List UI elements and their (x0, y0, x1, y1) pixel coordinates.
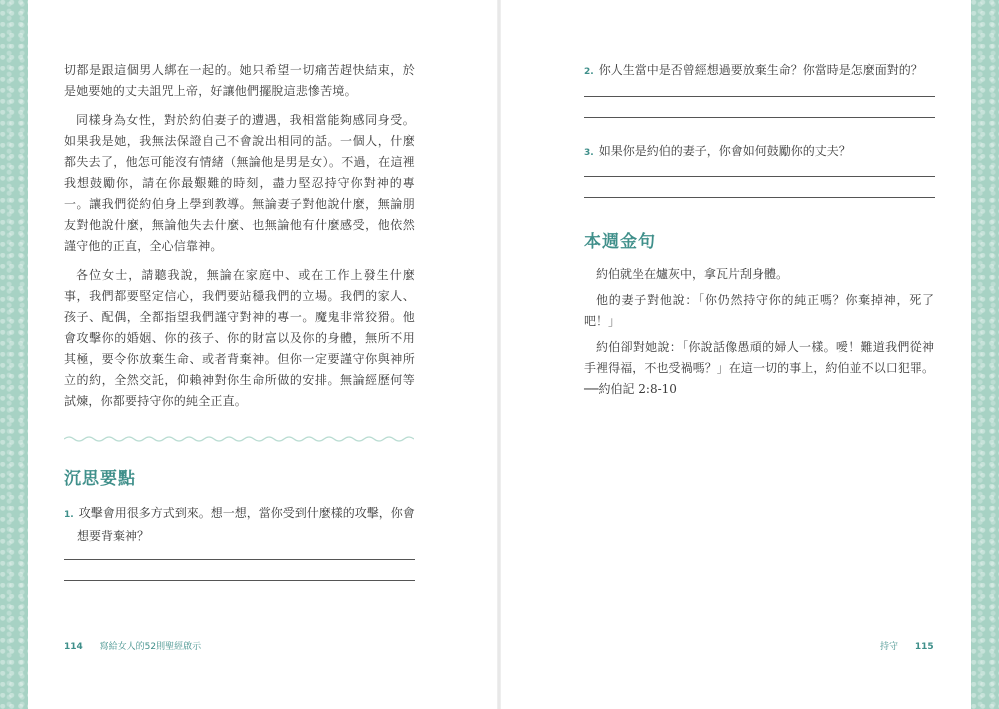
paragraph-3: 各位女士，請聽我說，無論在家庭中、或在工作上發生什麼事，我們都要堅定信心，我們要站穩我們的立場。我們的家人、孩子、配偶，全都指望我們謹守對神的專一。魔鬼非常狡猾。他會攻擊你的婚姻、你的孩子、你的財富以及你的身體，無所不用其極，要令你放棄生命、或者背棄神。但你一定要謹守你與神所立的約，全然交託，仰賴神對你生命所做的安排。無論經歷何等試煉，你都要持守你的純全正直。 (64, 268, 415, 408)
wave-divider (64, 434, 414, 444)
verse-heading: 本週金句 (584, 232, 656, 252)
question-1-text-line2: 想要背棄神？ (77, 529, 150, 543)
question-3-text: 如果你是約伯的妻子，你會如何鼓勵你的丈夫？ (598, 144, 851, 158)
reflection-heading: 沉思要點 (64, 469, 136, 489)
verse-line-2: 他的妻子對他說：「你仍然持守你的純正嗎？你棄掉神，死了吧！」 (584, 293, 934, 328)
verse-line-1: 約伯就坐在爐灰中，拿瓦片刮身體。 (596, 267, 789, 281)
question-2-number: 2. (584, 67, 594, 77)
answer-line-2b (584, 117, 935, 118)
question-2-text: 你人生當中是否曾經想過要放棄生命？你當時是怎麼面對的？ (598, 63, 923, 77)
left-book-title: 寫給女人的52則聖經啟示 (99, 642, 202, 652)
answer-line-3a (584, 176, 935, 177)
page-border-left (0, 0, 28, 709)
answer-line-1a (64, 559, 415, 560)
left-footer (64, 639, 201, 652)
paragraph-1: 切都是跟這個男人綁在一起的。她只希望一切痛苦趕快結束，於是她要她的丈夫詛咒上帝，好讓他們擺脫這悲慘苦境。 (64, 63, 415, 98)
question-1-text-line1: 攻擊會用很多方式到來。想一想，當你受到什麼樣的攻擊，你會 (78, 506, 415, 520)
memory-verse (584, 264, 934, 405)
answer-line-1b (64, 580, 415, 581)
question-2 (584, 60, 935, 83)
page-border-right (971, 0, 999, 709)
answer-line-2a (584, 96, 935, 97)
left-body-text (64, 60, 415, 420)
book-gutter (497, 0, 501, 709)
question-1-number: 1. (64, 510, 74, 520)
right-page-number: 115 (914, 642, 934, 652)
question-1 (64, 503, 415, 547)
question-3-number: 3. (584, 148, 594, 158)
paragraph-2: 同樣身為女性，對於約伯妻子的遭遇，我相當能夠感同身受。如果我是她，我無法保證自己不會說出相同的話。一個人，什麼都失去了，他怎可能沒有情緒（無論他是男是女）。不過，在這裡我想鼓勵你，請在你最艱難的時刻，盡力堅忍持守你對神的專一。讓我們從約伯身上學到教導。無論妻子對他說什麼，無論朋友對他說什麼，無論他失去什麼、也無論他有什麼感受，他依然謹守他的正直，全心信靠神。 (64, 113, 415, 253)
answer-line-3b (584, 197, 935, 198)
right-footer (880, 639, 934, 652)
verse-line-3: 約伯卻對她說：「你說話像愚頑的婦人一樣。噯！難道我們從神手裡得福，不也受禍嗎？」在這一切的事上，約伯並不以口犯罪。──約伯記 2:8-10 (584, 340, 934, 396)
right-chapter-title: 持守 (880, 642, 899, 652)
left-page-number: 114 (64, 642, 83, 652)
question-3 (584, 141, 935, 164)
